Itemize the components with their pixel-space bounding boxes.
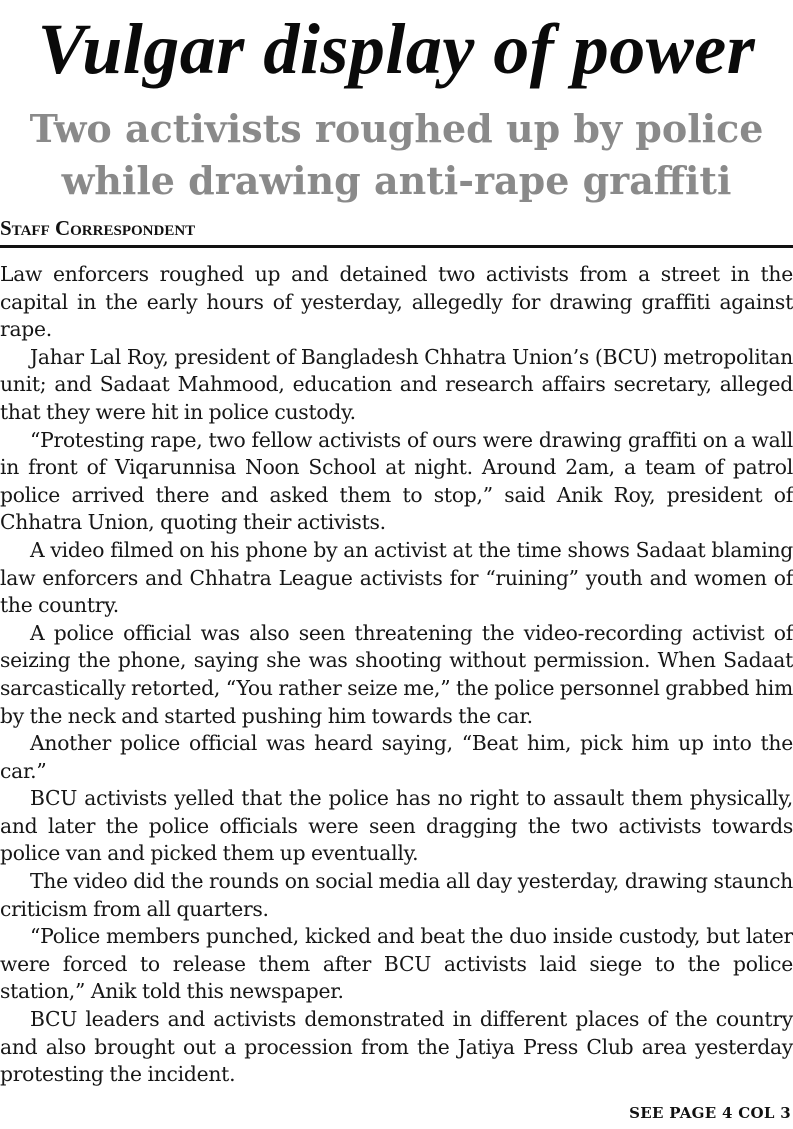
paragraph: Law enforcers roughed up and detained two activists from a street in the capital in the early hours of yesterday, allegedly for drawing graffiti against rape. xyxy=(0,262,793,342)
paragraph: Another police official was heard saying, “Beat him, pick him up into the car.” xyxy=(0,731,793,783)
paragraph: “Police members punched, kicked and beat the duo inside custody, but later were forced to release them after BCU activists laid siege to the police station,” Anik told this newspaper. xyxy=(0,924,793,1004)
continuation-note: SEE PAGE 4 COL 3 xyxy=(629,1104,791,1122)
paragraph: A video filmed on his phone by an activist at the time shows Sadaat blaming law enforcers and Chhatra League activists for “ruining” youth and women of the country. xyxy=(0,537,793,618)
subheadline: Two activists roughed up by police while drawing anti-rape graffiti xyxy=(29,106,764,203)
paragraph: A police official was also seen threatening the video-recording activist of seizing the phone, saying she was shooting without permission. When Sadaat sarcastically retorted, “You rather seize me,” the police personnel grabbed him by the neck and started pushing him towards the car. xyxy=(0,620,793,728)
paragraph: BCU leaders and activists demonstrated in different places of the country and also brought out a procession from the Jatiya Press Club area yesterday protesting the incident. xyxy=(0,1007,793,1087)
paragraph: The video did the rounds on social media all day yesterday, drawing staunch criticism from all quarters. xyxy=(0,869,793,921)
paragraph: BCU activists yelled that the police has no right to assault them physically, and later the police officials were seen dragging the two activists towards police van and picked them up eventually. xyxy=(0,786,793,866)
article-body xyxy=(0,261,793,1089)
byline: Staff Correspondent xyxy=(0,216,196,240)
paragraph: Jahar Lal Roy, president of Bangladesh Chhatra Union’s (BCU) metropolitan unit; and Sadaat Mahmood, education and research affairs secretary, alleged that they were hit in police custody. xyxy=(0,344,793,424)
headline: Vulgar display of power xyxy=(37,9,756,89)
divider-rule xyxy=(0,245,793,248)
paragraph: “Protesting rape, two fellow activists of ours were drawing graffiti on a wall in front of Viqarunnisa Noon School at night. Around 2am, a team of patrol police arrived there and asked them to stop,” said Anik Roy, president of Chhatra Union, quoting their activists. xyxy=(0,427,793,535)
